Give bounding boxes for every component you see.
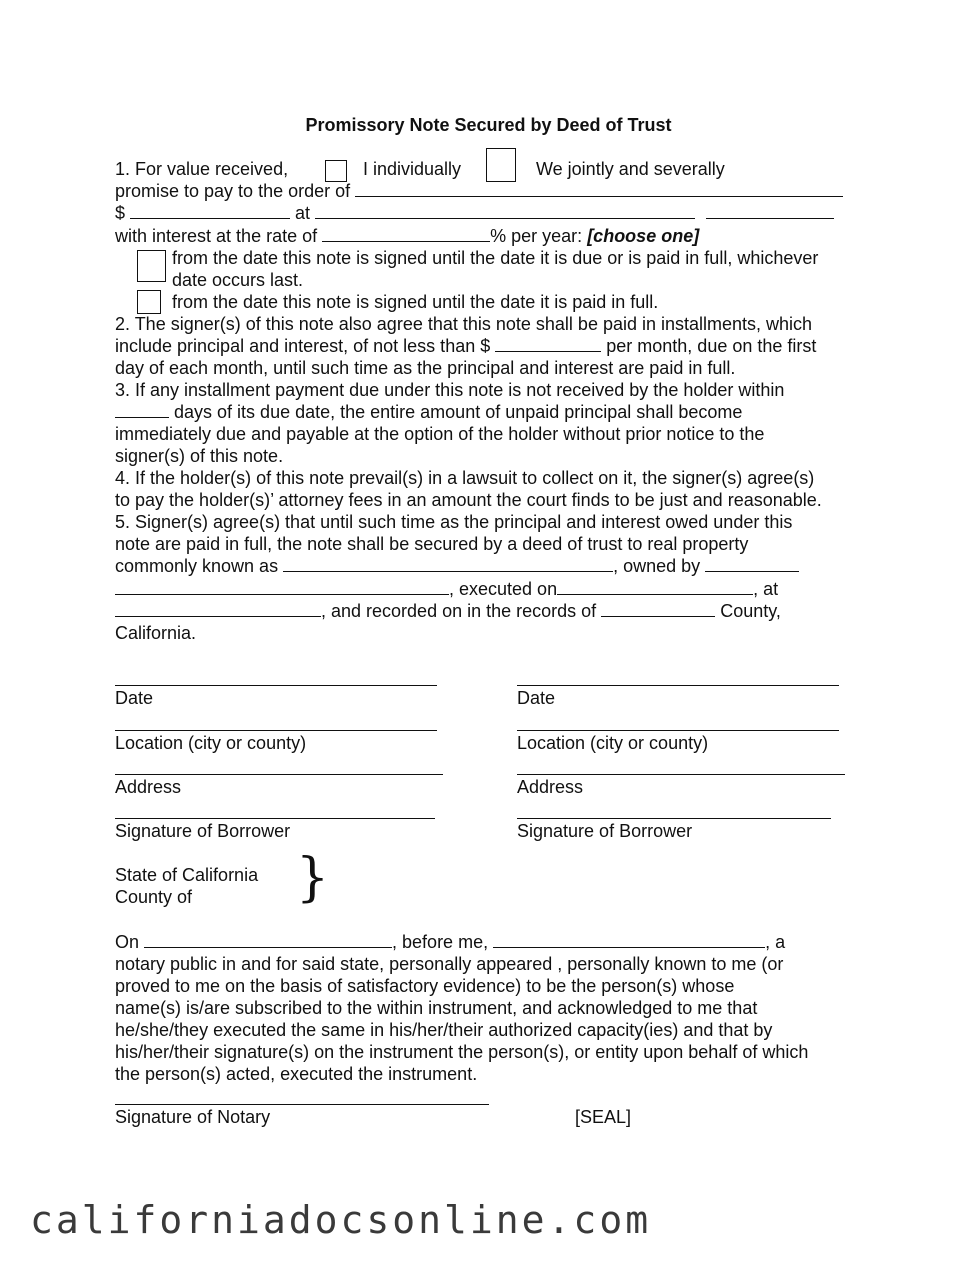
address-label-right: Address [517, 777, 584, 797]
address-label-left: Address [115, 777, 182, 797]
on-text: On [115, 932, 140, 952]
site-watermark: californiadocsonline.com [30, 1198, 652, 1242]
for-value-text: 1. For value received, [115, 159, 289, 179]
section-3-line-2 [115, 401, 742, 423]
signature-label-left: Signature of Borrower [115, 821, 291, 841]
payment-location-field-2[interactable] [706, 202, 834, 219]
executed-date-field[interactable] [557, 578, 753, 595]
notary-line-6: the person(s) acted, executed the instrument. [115, 1064, 478, 1084]
brace-glyph: } [296, 848, 330, 908]
a-text: , a [765, 932, 786, 952]
payment-location-field[interactable] [315, 202, 695, 219]
section-2-line-2 [115, 335, 816, 357]
notary-line-3: name(s) is/are subscribed to the within instrument, and acknowledged to me that [115, 998, 758, 1018]
section-2-line-3: day of each month, until such time as the principal and interest are paid in full. [115, 358, 736, 378]
individually-label: I individually [363, 159, 462, 179]
location-label-right: Location (city or county) [517, 733, 709, 753]
state-label: State of California [115, 865, 259, 885]
section-5-line-5 [115, 600, 781, 622]
option-1-checkbox[interactable] [137, 250, 166, 282]
jointly-label: We jointly and severally [536, 159, 725, 179]
section-5-line-4 [115, 578, 778, 600]
section-5-line-2: note are paid in full, the note shall be secured by a deed of trust to real property [115, 534, 749, 554]
per-year-text: % per year: [490, 226, 583, 246]
owned-by-text: , owned by [613, 556, 701, 576]
section-5-line-6: California. [115, 623, 197, 643]
installment-amount-field[interactable] [495, 335, 601, 352]
amount-line [115, 202, 834, 224]
document-title: Promissory Note Secured by Deed of Trust [305, 115, 672, 135]
section-2-line-1: 2. The signer(s) of this note also agree that this note shall be paid in installments, which [115, 314, 813, 334]
promise-text: promise to pay to the order of [115, 181, 351, 201]
section-5-line-1: 5. Signer(s) agree(s) that until such time as the principal and interest owed under this [115, 512, 793, 532]
notary-line-5: his/her/their signature(s) on the instrument the person(s), or entity upon behalf of which [115, 1042, 809, 1062]
interest-text: with interest at the rate of [115, 226, 318, 246]
address-line-right[interactable] [517, 774, 845, 775]
at-text: at [295, 203, 311, 223]
location-line-left[interactable] [115, 730, 437, 731]
notary-line-4: he/she/they executed the same in his/her/their authorized capacity(ies) and that by [115, 1020, 773, 1040]
section-3-line-1: 3. If any installment payment due under this note is not received by the holder within [115, 380, 785, 400]
jointly-checkbox[interactable] [486, 148, 516, 182]
location-line-right[interactable] [517, 730, 839, 731]
execution-location-field[interactable] [115, 600, 321, 617]
section-4-line-2: to pay the holder(s)’ attorney fees in an amount the court finds to be just and reasonable. [115, 490, 822, 510]
option-2-line: from the date this note is signed until the date it is paid in full. [172, 292, 659, 312]
address-line-left[interactable] [115, 774, 443, 775]
before-me-text: , before me, [392, 932, 489, 952]
per-month-text: per month, due on the first [606, 336, 817, 356]
signature-line-left[interactable] [115, 818, 435, 819]
location-label-left: Location (city or county) [115, 733, 307, 753]
date-line-left[interactable] [115, 685, 437, 686]
interest-line [115, 225, 699, 247]
days-text: days of its due date, the entire amount of unpaid principal shall become [174, 402, 743, 422]
signature-label-right: Signature of Borrower [517, 821, 693, 841]
section-4-line-1: 4. If the holder(s) of this note prevail(s) in a lawsuit to collect on it, the signer(s) agree(s) [115, 468, 815, 488]
section-3-line-4: signer(s) of this note. [115, 446, 284, 466]
notary-on-line [115, 931, 785, 953]
choose-one-text: [choose one] [587, 226, 700, 246]
amount-field[interactable] [130, 202, 290, 219]
installment-text: include principal and interest, of not less than $ [115, 336, 491, 356]
option-1-line-2: date occurs last. [172, 270, 304, 290]
county-text: County, [720, 601, 781, 621]
notary-date-field[interactable] [144, 931, 392, 948]
county-label: County of [115, 887, 193, 907]
section-3-line-3: immediately due and payable at the option of the holder without prior notice to the [115, 424, 765, 444]
section-5-line-3 [115, 555, 799, 577]
recorded-text: , and recorded on in the records of [321, 601, 597, 621]
date-line-right[interactable] [517, 685, 839, 686]
property-address-field[interactable] [283, 555, 613, 572]
section-1-line-1 [115, 158, 288, 180]
option-1-line-1: from the date this note is signed until the date it is due or is paid in full, whichever [172, 248, 819, 268]
notary-name-field[interactable] [493, 931, 765, 948]
seal-label: [SEAL] [575, 1107, 632, 1127]
notary-line-1: notary public in and for said state, personally appeared , personally known to me (or [115, 954, 784, 974]
notary-signature-label: Signature of Notary [115, 1107, 271, 1127]
promise-line [115, 180, 843, 202]
payee-field[interactable] [355, 180, 843, 197]
date-label-right: Date [517, 688, 556, 708]
interest-rate-field[interactable] [322, 225, 490, 242]
days-field[interactable] [115, 401, 169, 418]
owner-field[interactable] [705, 555, 799, 572]
known-as-text: commonly known as [115, 556, 279, 576]
date-label-left: Date [115, 688, 154, 708]
county-field[interactable] [601, 600, 715, 617]
option-2-checkbox[interactable] [137, 290, 161, 314]
dollar-sign: $ [115, 203, 126, 223]
at-location-text: , at [753, 579, 779, 599]
executed-on-text: , executed on [449, 579, 558, 599]
notary-line-2: proved to me on the basis of satisfactory evidence) to be the person(s) whose [115, 976, 735, 996]
owner-field-2[interactable] [115, 578, 449, 595]
signature-line-right[interactable] [517, 818, 831, 819]
individually-checkbox[interactable] [325, 160, 347, 182]
notary-signature-line[interactable] [115, 1104, 489, 1105]
